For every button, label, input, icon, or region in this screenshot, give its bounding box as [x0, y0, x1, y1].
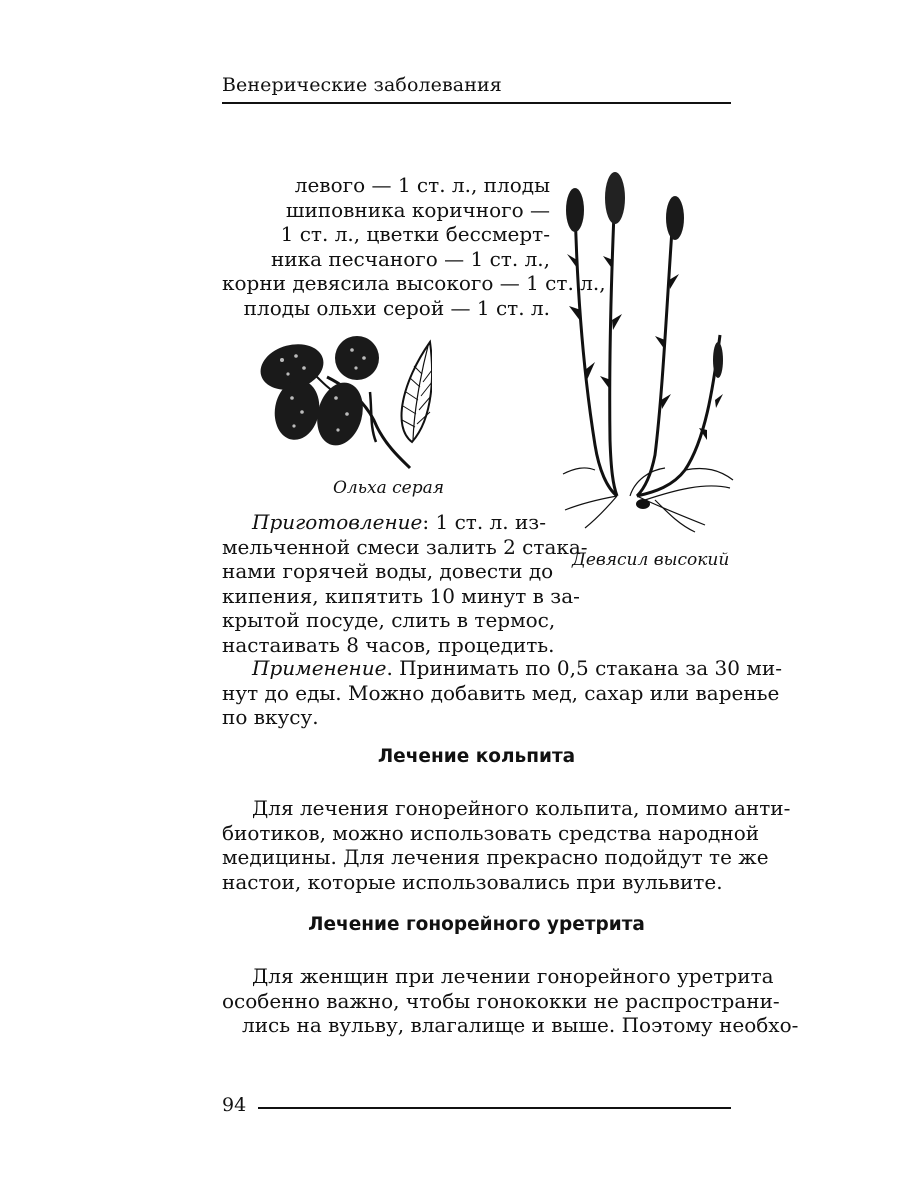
text-line: нут до еды. Можно добавить мед, сахар или варенье	[222, 680, 780, 705]
text-line: медицины. Для лечения прекрасно подойдут те же	[222, 845, 769, 869]
preparation-paragraph	[222, 510, 588, 657]
text-line: плоды ольхи серой — 1 ст. л.	[243, 295, 550, 320]
preparation-label: Приготовление	[252, 510, 423, 534]
text-line: левого — 1 ст. л., плоды	[294, 173, 550, 197]
text-line: 1 ст. л., цветки бессмерт-	[280, 222, 550, 246]
text-line: шиповника коричного —	[285, 197, 550, 222]
text-line: особенно важно, чтобы гонококки не распространи-	[222, 988, 780, 1013]
section-heading: Лечение гонорейного уретрита	[308, 914, 645, 935]
alder-illustration	[252, 332, 432, 470]
running-header: Венерические заболевания	[222, 74, 502, 96]
text-line: мельченной смеси залить 2 стака-	[222, 534, 588, 559]
header-rule	[222, 102, 731, 104]
page-number: 94	[222, 1094, 247, 1116]
elecampane-illustration	[555, 170, 735, 535]
application-paragraph	[222, 656, 782, 730]
text-line: настаивать 8 часов, процедить.	[222, 632, 555, 657]
text-line: биотиков, можно использовать средства народной	[222, 820, 760, 845]
text-line: ника песчаного — 1 ст. л.,	[270, 246, 550, 271]
text-line: корни девясила высокого — 1 ст. л.,	[222, 271, 606, 295]
text-line: Для лечения гонорейного кольпита, помимо анти-	[252, 796, 791, 820]
text-line: крытой посуде, слить в термос,	[222, 608, 556, 632]
text-line: Для женщин при лечении гонорейного уретрита	[252, 964, 774, 988]
footer-rule	[258, 1107, 731, 1109]
text-line: лись на вульву, влагалище и выше. Поэтому необхо-	[242, 1013, 799, 1037]
text-line: . Принимать по 0,5 стакана за 30 ми-	[386, 656, 782, 680]
colpitis-paragraph	[222, 796, 791, 894]
intro-paragraph	[222, 173, 606, 320]
application-label: Применение	[252, 656, 387, 680]
text-line: нами горячей воды, довести до	[222, 559, 554, 583]
section-heading: Лечение кольпита	[377, 746, 576, 767]
elecampane-caption: Девясил высокий	[572, 550, 730, 570]
text-line: по вкусу.	[222, 705, 319, 729]
text-line: настои, которые использовались при вульвите.	[222, 869, 723, 894]
text-line: : 1 ст. л. из-	[422, 510, 546, 534]
text-line: кипения, кипятить 10 минут в за-	[222, 583, 580, 608]
alder-caption: Ольха серая	[333, 478, 444, 498]
urethritis-paragraph	[222, 964, 799, 1038]
